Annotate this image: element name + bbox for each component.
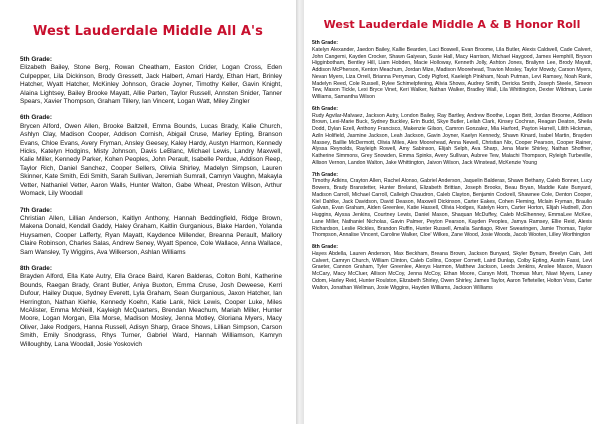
grade-section-7th — [312, 172, 592, 240]
page-spine — [296, 0, 304, 424]
student-names: Brycen Alford, Owen Allen, Brooke Baltzell, Emma Bounds, Lucas Brady, Kalie Church, Ashlyn Clay, Madison Cooper, Addison Cornish, Abigail Cruse, Marley Epting, Branson Evans, Chloe Evans, Avery Fryman, Ansley Geesey, Kaley Hardy, Austyn Harmon, Kennedy Hicks, Katelyn Hodgins, Misty Johnson, Davis LeBlanc, Michael Lewis, Landry Maxwell, Kalie Miller, Kennedy Parker, Kohen Peoples, John Perault, Isabelle Perdue, Addison Reep, Taylor Rich, Daniel Sanchez, Cooper Sellers, Olivia Shirley, Madelyn Simpson, Lauren Skinner, Kate Smith, Edi Smith, Sarah Sullivan, Jeremiah Sumrall, Camryn Vaughn, Makayla Vetter, Nathaniel Vetter, Aaron Walls, Hunter Walton, Gabe Wheat, Preston Wilson, Arthur Womack, Lily Woodall — [20, 122, 282, 198]
student-names: Elizabeth Bailey, Stone Berg, Rowan Cheatham, Easton Crider, Logan Cross, Eden Culpepper, Lila Dickinson, Brody Gressett, Jack Halbert, Amari Hardy, Ethan Hart, Brinley Hatcher, Wyatt Hatcher, McKinley Johnson, Gracie Joyner, Timothy Keller, Gavin Knight, Alaina Lightsey, Bailey Brooke Mayatt, Allie Parten, Taylor Russell, Annsten Snider, Tanner Spears, Xavier Thompson, Graham Tillery, Ian Vincent, Logan Watt, Miley Zingler — [20, 64, 282, 106]
honor-roll-page — [304, 0, 600, 424]
grade-section-7th — [20, 207, 282, 257]
all-as-list — [0, 39, 282, 349]
grade-heading: 6th Grade: — [312, 105, 338, 112]
grade-heading: 7th Grade: — [312, 171, 338, 178]
grade-section-6th — [20, 114, 282, 198]
grade-heading: 5th Grade: — [20, 56, 52, 63]
grade-section-8th — [20, 265, 282, 349]
all-as-title: West Lauderdale Middle All A's — [33, 24, 263, 39]
grade-heading: 7th Grade: — [20, 206, 52, 214]
grade-section-8th — [312, 244, 592, 291]
grade-section-5th — [20, 56, 282, 106]
grade-heading: 5th Grade: — [312, 40, 338, 46]
honor-roll-list — [304, 31, 592, 291]
student-names: Timothy Adkins, Crayton Allen, Rachel Alonso, Gabriel Anderson, Jaquelin Balderas, Shawn Bethany, Caleb Bonner, Lucy Bowers, Brady Branstetter, Hunter Breland, Elizabeth Brittian, Joseph Brooks, Beau Bryan, Maddie Kate Bunyard, Madison Carroll, Michael Carroll, Calleigh Chaudron, Caleb Clayton, Benjamin Cockrell, Shawnee Cole, Denton Cooper, Kiel Dahlke, Jack Davidson, David Deason, Maxwell Dickinson, Carter Eakes, Cohen Fleming, Mclain Fryman, Braulio Galvan, Evan Graham, Aiden Greenlee, Katie Hassell, Olivia Hodges, Katelyn Horn, Carter Horton, Elijah Hudnell, Zion Huggins, Alyssa Jenkins, Courtney Lewis, Daniel Mason, Shaquan McDuffey, Caleb McElhenney, EmmaLee McKee, Lane Miller, Nathaniel Nicholas, Gavin Palmer, Peyton Pearson, Kayden Peoples, Jamya Ramsey, Ellie Reid, Alexis Richardson, Leslie Rickles, Brandon Ruffin, Hunter Russell, Amalia Santiago, River Swearingen, Jamie Thomas, Taylor Thompson, Annalise Vincent, Caroline Walker, Cloe' Wilkes, Zane Wood, Josie Woods, Jacob Wooten, Lilley Worthington — [312, 178, 592, 239]
student-names: Christian Allen, Lillian Anderson, Kaitlyn Anthony, Hannah Beddingfield, Ridge Brown, Makena Donald, Kendall Gaddy, Haley Graham, Kaitlin Gurganious, Blake Harden, Yolanda Huysamen, Cooper Lafferty, Ryan Mayatt, Kaydence Millender, Breanna Perault, Mallory Claire Robinson, Charles Salas, Andrew Seney, Wyatt Spence, Cole Wallace, Anna Wallace, Sam Wansley, Ty Wiggins, Ava Wilkerson, Ashlan Williams — [20, 214, 282, 256]
grade-section-6th — [312, 106, 592, 167]
all-as-page — [0, 0, 296, 424]
student-names: Hayes Abdella, Lauren Anderson, Max Beckham, Breana Brown, Jackson Bunyard, Skyler Bynum, Breelyn Cain, Jett Calvert, Camryn Church, William Clinton, Caleb Collins, Cooper Cornett, Laird Dunlap, Colby Epting, Austin Fassi, Levi Graeter, Cannon Graham, Tyler Greenlee, Alexys Harmon, Matthew Jackson, Leeds Jenkins, Anslee Mason, Mason McCary, Macy McCluer, Allison McCoy, Jenna McCoy, Ethan Moore, Carsyn Mott, Thomas Murr, Niavi Myers, Laney Odom, Harley Reid, Hunter Roulston, Elizabeth Shirley, Owen Shirley, James Taylor, Aaron Tefteteller, Holton Voss, Carter Walton, Jonathan Wellman, Josie Wiggins, Hayden Williams, Jackson Williams — [312, 250, 592, 291]
honor-roll-title: West Lauderdale Middle A & B Honor Roll — [323, 18, 581, 31]
student-names: Katelyn Alexander, Jaedon Bailey, Kallie Bearden, Laci Boswell, Evan Broome, Lila Butler, Alexis Caldwell, Cade Calvert, John Cangemi, Kayden Crocker, Shawn Gaiyean, Susie Hall, Macy Harrison, Michael Haygood, James Hemphill, Bryson Higginbotham, Bentley Hill, Liam Hobden, Macie Holloway, Kenneth Jolly, Ashton Jones, Braliynn Lee, Brody Mayatt, Addison McPherson, Kenton Meachum, Jordan Mize, Madison Moorehead, Travion Mosley, Taylor Mowdy, Carson Myers, Nevan Myers, Liza Orrell, Brianna Perryman, Cody Pigford, Kaeleigh Pinkham, Noah Putman, Levi Ramsey, Noah Rank, Madelyn Reed, Cole Russell, Rylee Schimelpfening, Alivia Shows, Audrey Smith, Dericka Smith, Joseph Steele, Simeon Tew, Mason Tickle, Lexi Bryce Vinet, Keri Walker, Nathan Walker, Bradley Wall, Lila Whittington, Dexter Wildman, Lanie Williams, Samantha Wilson — [312, 46, 592, 100]
grade-heading: 8th Grade: — [20, 264, 52, 272]
student-names: Rudy Agvilar-Malvaez, Jackson Autry, London Bailey, Ray Bartley, Andrew Boothe, Logan Britt, Jordan Broome, Addison Brown, Lexi-Marie Buck, Sydney Buckley, Erin Budd, Skye Butler, Leilah Clark, Kinsey Cochran, Reagan Deaton, Sheila Dodd, Dylan Ezell, Anthony Francisco, Makenzie Gilson, Camron Gonzalez, Mia Harford, Payton Harrell, Lilith Hickman, Aziln Holifield, Jasmine Jackson, Leah Jackson, Gavin Joyner, Kaelyn Kennedy, Shawn Kinard, Isabel Martin, Brayden Massey, Baillie McDermott, Olivia Miles, Alex Moorehead, Anna Newell, Christian Nix, Cooper Pearson, Cooper Rainer, Alyssa Reynolds, Rayleigh Rowell, Amy Sabinson, Elijah Selph, Ava Sharp, Jena Marie Shirley, Nathan Shoffner, Katherine Simmons, Grey Snowden, Emma Spinks, Avery Sullivan, Aubree Tew, Malachi Thompson, Ryleigh Turbeville, Allison Vernon, Landon Walton, Jake Whittington, Jaivon Wilson, Jack Winstead, McKenzie Young — [312, 112, 592, 166]
student-names: Brayden Alford, Ella Kate Autry, Ella Grace Baird, Karen Balderas, Colton Bohl, Katherine Bounds, Raegan Brady, Grant Butler, Aniya Buxton, Emma Cruse, Josh Deweese, Kerri Dufour, Hailey Duque, Sydney Everett, Lyla Graham, Sean Gurganious, Jaxon Hatcher, Ian Herrington, Nathan Kiehle, Kennedy Koehn, Katie Lank, Nick Lewis, Cooper Luke, Miles McAlister, Emma McNeill, Kayleigh McQuarters, Brendan Meachum, Mariah Miller, Hunter Moore, Logan Morgan, Ella Morse, Madison Mosley, Jenna Motley, Gloriana Myers, Macy Oliver, Jake Rodgers, Hanna Russell, Adisyn Sharp, Grace Shows, Lillian Simpson, Carson Smith, Emily Snodgrass, Rhys Turner, Gabriel Ward, Hannah Williamson, Kamryn Willoughby, Lana Woodall, Josie Yoskovich — [20, 273, 282, 348]
grade-heading: 8th Grade: — [312, 244, 338, 250]
grade-heading: 6th Grade: — [20, 114, 52, 122]
grade-section-5th — [312, 40, 592, 101]
